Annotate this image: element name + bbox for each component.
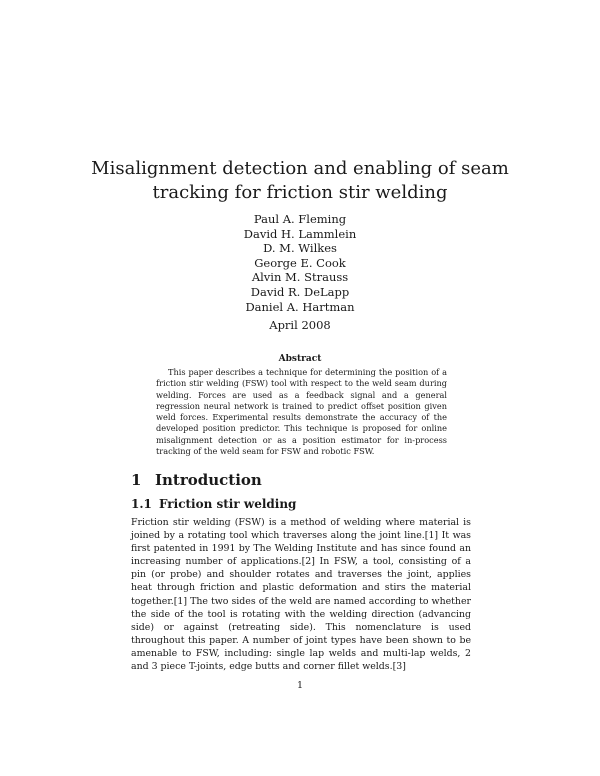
- author-list: [0, 212, 600, 314]
- section-number: 1: [131, 471, 142, 489]
- author-name: George E. Cook: [254, 255, 346, 270]
- page-number: 1: [296, 680, 304, 691]
- publication-date: April 2008: [269, 318, 331, 332]
- author-name: Daniel A. Hartman: [245, 299, 355, 314]
- author-name: David R. DeLapp: [250, 284, 350, 299]
- section-title: Introduction: [155, 471, 262, 489]
- section-heading: [131, 471, 262, 489]
- author-name: Paul A. Fleming: [253, 212, 347, 226]
- abstract-text: This paper describes a technique for determining the position of a friction stir welding (FSW) tool with respect to the weld seam during welding. Forces are used as a feedback signal and a general regression neural network is trained to predict offset position given weld forces. Experimental results demonstrate the accuracy of the developed position predictor. This technique is proposed for online misalignment detection or as a position estimator for in-process tracking of the weld seam for FSW and robotic FSW.: [156, 367, 447, 457]
- paper-title: [0, 157, 600, 205]
- subsection-heading: [131, 497, 296, 511]
- author-name: Alvin M. Strauss: [251, 270, 349, 285]
- title-line-2: tracking for friction stir welding: [152, 182, 448, 203]
- body-paragraph: Friction stir welding (FSW) is a method of welding where material is joined by a rotating tool which traverses along the joint line.[1] It was first patented in 1991 by The Welding Institute and has since found an increasing number of applications.[2] In FSW, a tool, consisting of a pin (or probe) and shoulder rotates and traverses the joint, applies heat through friction and plastic deformation and stirs the material together.[1] The two sides of the weld are named according to whether the side of the tool is rotating with the welding direction (advancing side) or against (retreating side). This nomenclature is used throughout this paper. A number of joint types have been shown to be amenable to FSW, including: single lap welds and multi-lap welds, 2 and 3 piece T-joints, edge butts and corner fillet welds.[3]: [131, 517, 471, 673]
- subsection-title: Friction stir welding: [159, 497, 297, 511]
- author-name: David H. Lammlein: [243, 226, 357, 241]
- title-line-1: Misalignment detection and enabling of seam: [91, 158, 509, 179]
- author-name: D. M. Wilkes: [263, 241, 337, 256]
- abstract-heading: Abstract: [278, 354, 322, 364]
- subsection-number: 1.1: [131, 497, 152, 511]
